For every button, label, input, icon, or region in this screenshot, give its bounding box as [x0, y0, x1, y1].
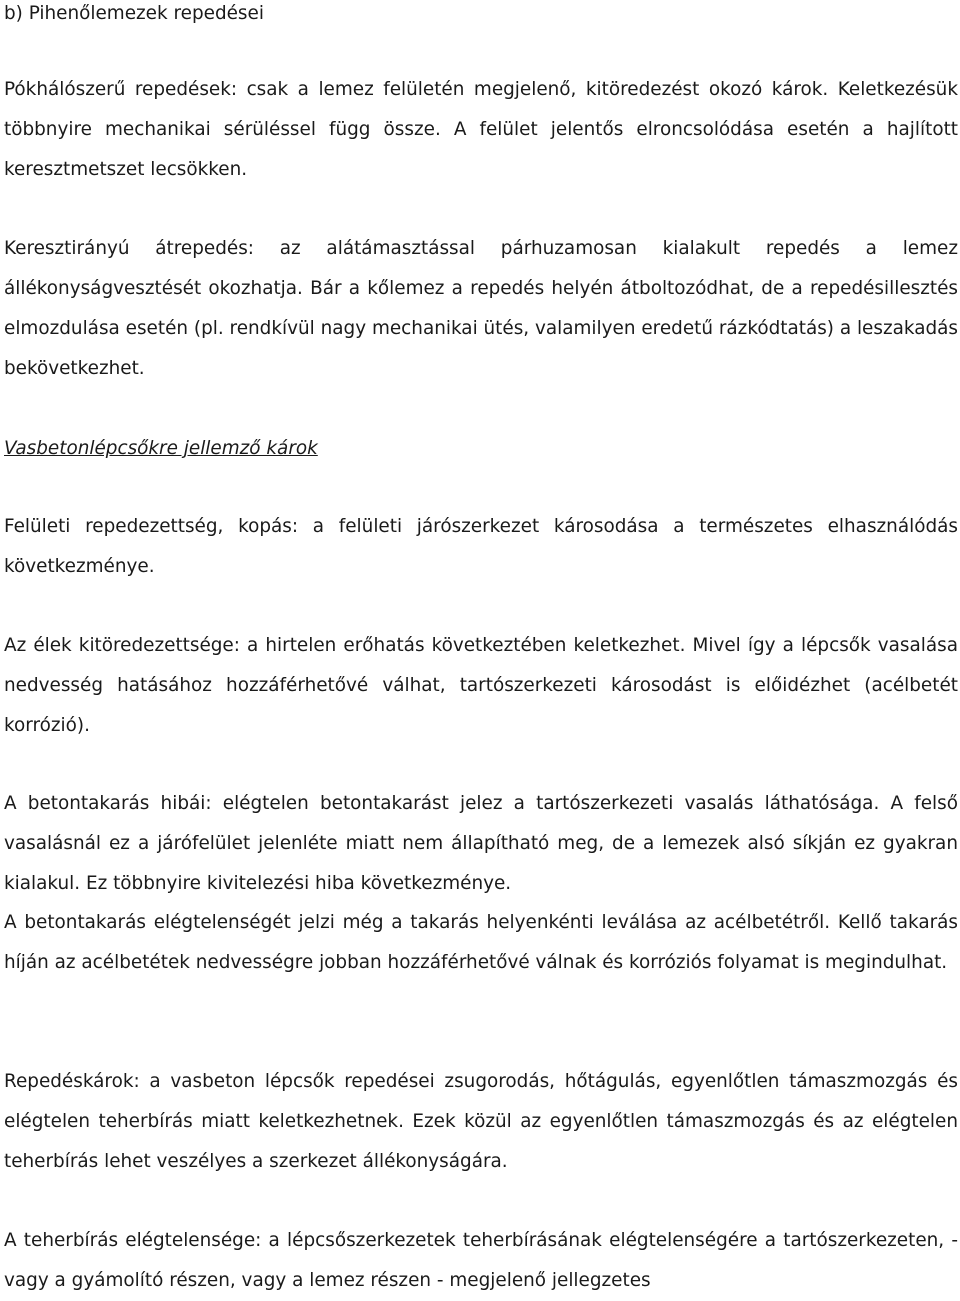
- paragraph-concrete-cover-defects: A betontakarás hibái: elégtelen betontakarást jelez a tartószerkezeti vasalás láthatósága. A felső vasalásnál ez a járófelület jelenléte miatt nem állapítható meg, de a lemezek alsó síkján ez gyakran kialakul. Ez többnyire kivitelezési hiba következménye.: [4, 793, 958, 894]
- paragraph-load-capacity: A teherbírás elégtelensége: a lépcsőszerkezetek teherbírásának elégtelenségére a tartószerkezeten, - vagy a gyámolító részen, vagy a lemez részen - megjelenő jellegzetes: [4, 1230, 958, 1291]
- paragraph-edge-chipping: Az élek kitöredezettsége: a hirtelen erőhatás következtében keletkezhet. Mivel így a lépcsők vasalása nedvesség hatásához hozzáférhetővé válhat, tartószerkezeti károsodást is előidézhet (acélbetét korrózió).: [4, 635, 958, 736]
- paragraph-cover-insufficiency: A betontakarás elégtelenségét jelzi még a takarás helyenkénti leválása az acélbetétről. Kellő takarás híján az acélbetétek nedvességre jobban hozzáférhetővé válnak és korróziós folyamat is megindulhat.: [4, 912, 958, 973]
- section-title: b) Pihenőlemezek repedései: [4, 3, 264, 24]
- paragraph-surface-wear: Felületi repedezettség, kopás: a felületi járószerkezet károsodása a természetes elhasználódás következménye.: [4, 516, 958, 577]
- paragraph-spider-web-cracks: Pókhálószerű repedések: csak a lemez felületén megjelenő, kitöredezést okozó károk. Keletkezésük többnyire mechanikai sérüléssel függ össze. A felület jelentős elroncsolódása esetén a hajlított keresztmetszet lecsökken.: [4, 79, 958, 180]
- paragraph-transverse-crack: Keresztirányú átrepedés: az alátámasztással párhuzamosan kialakult repedés a lemez állékonyságvesztését okozhatja. Bár a kőlemez a repedés helyén átboltozódhat, de a repedésillesztés elmozdulása esetén (pl. rendkívül nagy mechanikai ütés, valamilyen eredetű rázkódtatás) a leszakadás bekövetkezhet.: [4, 238, 958, 379]
- paragraph-crack-damage: Repedéskárok: a vasbeton lépcsők repedései zsugorodás, hőtágulás, egyenlőtlen támaszmozgás és elégtelen teherbírás miatt keletkezhetnek. Ezek közül az egyenlőtlen támaszmozgás és az elégtelen teherbírás lehet veszélyes a szerkezet állékonyságára.: [4, 1071, 958, 1172]
- subheading-reinforced-concrete-stairs: Vasbetonlépcsőkre jellemző károk: [4, 438, 318, 459]
